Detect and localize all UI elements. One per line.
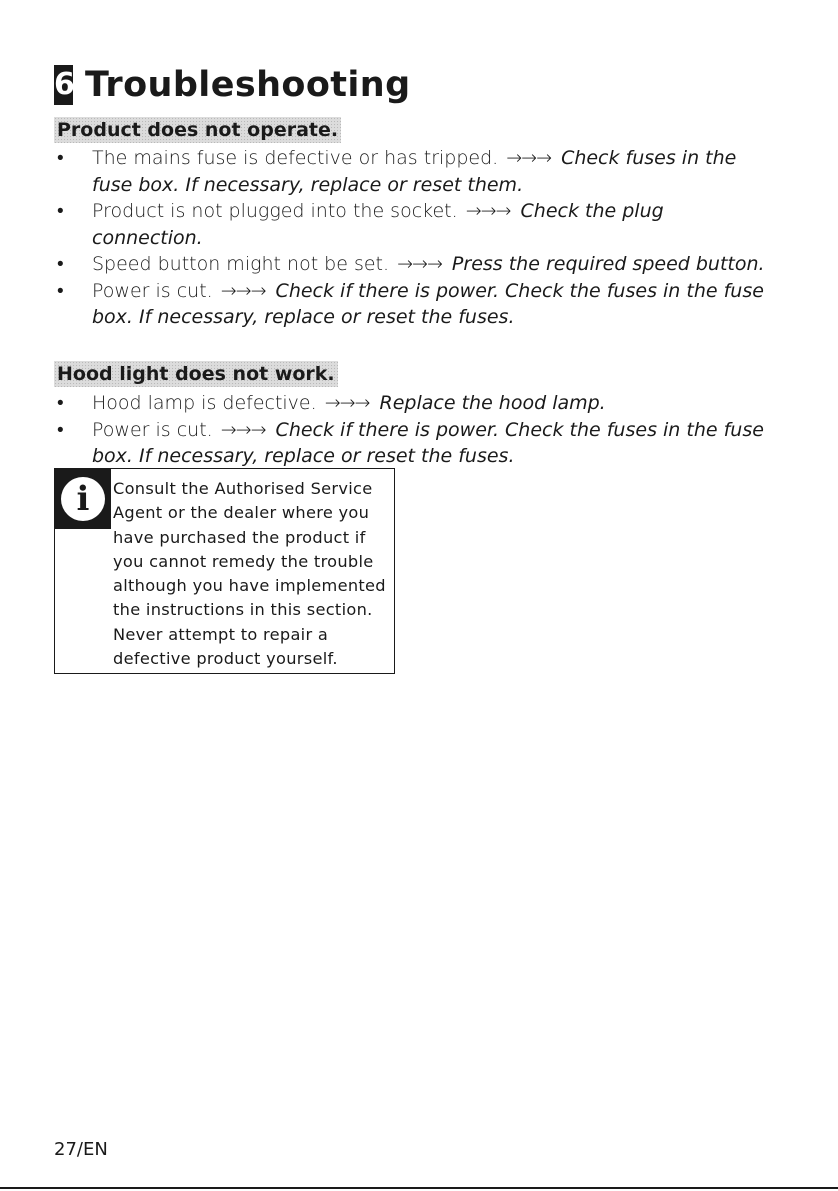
cause-text: The mains fuse is defective or has tripped.: [92, 147, 499, 169]
list-item: [54, 390, 774, 417]
action-text: Check if there is power. Check the fuses in the fuse box. If necessary, replace or reset the fuses.: [92, 279, 764, 328]
action-text: Press the required speed button.: [451, 253, 765, 275]
cause-text: Power is cut.: [92, 279, 213, 302]
cause-text: Speed button might not be set.: [92, 253, 390, 275]
arrow-icon: →→→: [220, 418, 266, 441]
arrow-icon: →→→: [324, 392, 370, 414]
arrow-icon: →→→: [220, 279, 266, 302]
info-note: [54, 468, 395, 674]
issue-list-hood-light-does-not-work: [54, 390, 774, 470]
info-note-text: Consult the Authorised Service Agent or the dealer where you have purchased the product if you cannot remedy the trouble although you have implemented the instructions in this section. Never attempt to repair a defective product yourself.: [113, 479, 386, 669]
cause-text: Hood lamp is defective.: [92, 392, 317, 414]
info-icon-glyph: i: [61, 477, 105, 521]
action-text: Replace the hood lamp.: [379, 392, 606, 414]
bullet-icon: •: [57, 392, 64, 414]
bottom-rule: [0, 1187, 838, 1189]
list-item: [54, 278, 774, 331]
section-header: [54, 64, 411, 106]
arrow-icon: →→→: [397, 253, 442, 275]
cause-text: Product is not plugged into the socket.: [92, 200, 458, 222]
issue-list-product-does-not-operate: [54, 145, 774, 331]
list-item: [54, 198, 774, 251]
bullet-icon: •: [57, 147, 64, 169]
issue-heading-product-does-not-operate: Product does not operate.: [54, 117, 341, 143]
bullet-icon: •: [57, 253, 64, 275]
arrow-icon: →→→: [465, 200, 511, 222]
list-item: [54, 145, 774, 198]
page-number: 27/EN: [54, 1139, 108, 1160]
action-text: Check the plug connection.: [92, 200, 664, 249]
section-number-badge: 6: [54, 65, 73, 105]
list-item: [54, 417, 774, 470]
bullet-icon: •: [57, 279, 64, 302]
issue-heading-hood-light-does-not-work: Hood light does not work.: [54, 361, 338, 387]
bullet-icon: •: [57, 200, 64, 222]
list-item: [54, 251, 774, 278]
cause-text: Power is cut.: [92, 418, 213, 441]
action-text: Check fuses in the fuse box. If necessary, replace or reset them.: [92, 147, 737, 196]
page-title: Troubleshooting: [85, 65, 411, 105]
bullet-icon: •: [57, 418, 64, 441]
info-icon: [55, 469, 111, 529]
arrow-icon: →→→: [506, 147, 552, 169]
action-text: Check if there is power. Check the fuses in the fuse box. If necessary, replace or reset the fuses.: [92, 418, 764, 467]
